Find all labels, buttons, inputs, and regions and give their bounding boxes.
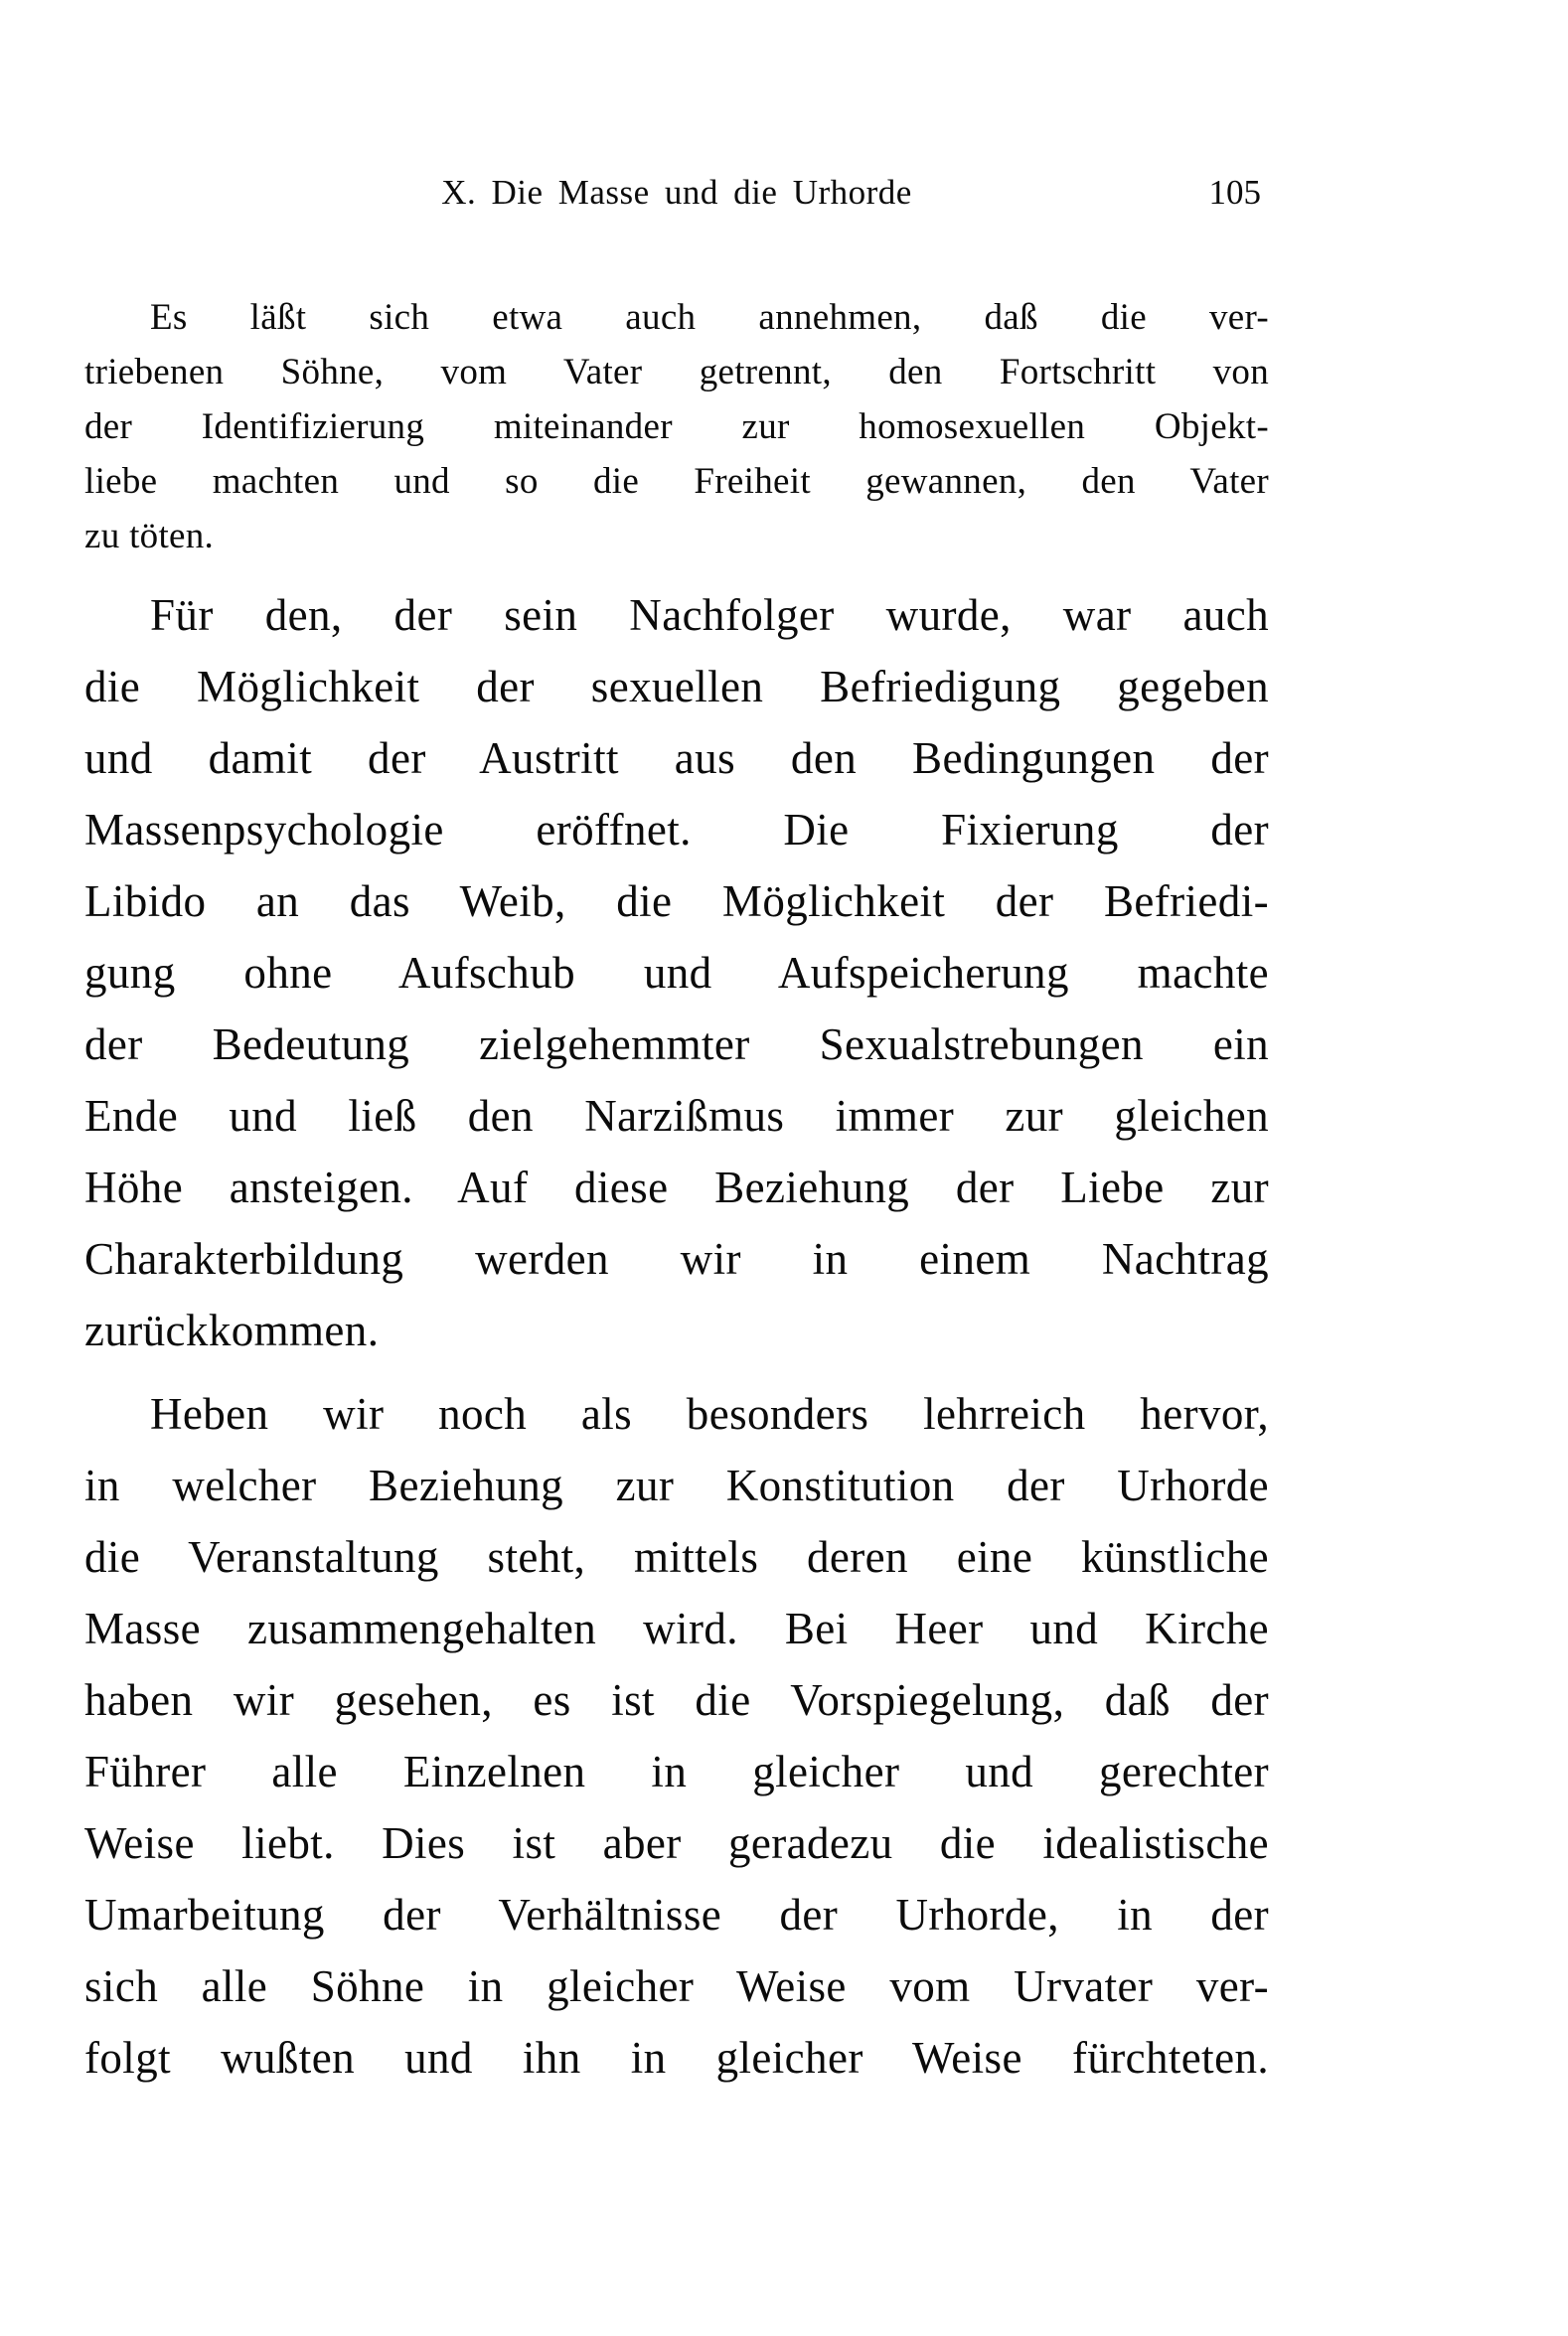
paragraph [84, 290, 1269, 563]
text-line: Weise liebt. Dies ist aber geradezu die idealistische [84, 1818, 1269, 1868]
text-line: der Bedeutung zielgehemmter Sexualstrebungen ein [84, 1019, 1269, 1069]
text-line: Ende und ließ den Narzißmus immer zur gleichen [84, 1091, 1269, 1141]
text-line: folgt wußten und ihn in gleicher Weise fürchteten. [84, 2033, 1269, 2083]
text-line: gung ohne Aufschub und Aufspeicherung machte [84, 948, 1269, 998]
text-line: liebe machten und so die Freiheit gewannen, den Vater [84, 461, 1269, 502]
text-line: Libido an das Weib, die Möglichkeit der Befriedi- [84, 876, 1269, 926]
paragraph [84, 579, 1269, 1366]
text-line: haben wir gesehen, es ist die Vorspiegelung, daß der [84, 1675, 1269, 1725]
text-line: Führer alle Einzelnen in gleicher und gerechter [84, 1747, 1269, 1796]
text-line: und damit der Austritt aus den Bedingungen der [84, 733, 1269, 783]
text-line: die Möglichkeit der sexuellen Befriedigung gegeben [84, 662, 1269, 711]
text-line: Charakterbildung werden wir in einem Nachtrag [84, 1234, 1269, 1284]
text-line: Für den, der sein Nachfolger wurde, war auch [150, 590, 1269, 640]
text-line: Umarbeitung der Verhältnisse der Urhorde, in der [84, 1890, 1269, 1940]
text-line: in welcher Beziehung zur Konstitution der Urhorde [84, 1461, 1269, 1510]
text-line: zu töten. [84, 516, 215, 556]
page-number: 105 [1208, 173, 1261, 212]
text-line: Höhe ansteigen. Auf diese Beziehung der Liebe zur [84, 1163, 1269, 1212]
text-column [84, 167, 1269, 2094]
text-line: Heben wir noch als besonders lehrreich hervor, [150, 1389, 1269, 1439]
running-head [84, 167, 1269, 219]
text-line: zurückkommen. [84, 1306, 380, 1355]
text-line: die Veranstaltung steht, mittels deren eine künstliche [84, 1532, 1269, 1582]
chapter-title: X. Die Masse und die Urhorde [441, 173, 912, 212]
text-line: Massenpsychologie eröffnet. Die Fixierung der [84, 805, 1269, 855]
body-text [84, 290, 1269, 2094]
text-line: Masse zusammengehalten wird. Bei Heer und Kirche [84, 1604, 1269, 1653]
text-line: Es läßt sich etwa auch annehmen, daß die ver- [150, 297, 1269, 338]
text-line: der Identifizierung miteinander zur homosexuellen Objekt- [84, 406, 1269, 447]
text-line: triebenen Söhne, vom Vater getrennt, den Fortschritt von [84, 352, 1269, 392]
text-line: sich alle Söhne in gleicher Weise vom Urvater ver- [84, 1961, 1269, 2011]
paragraph [84, 1378, 1269, 2094]
